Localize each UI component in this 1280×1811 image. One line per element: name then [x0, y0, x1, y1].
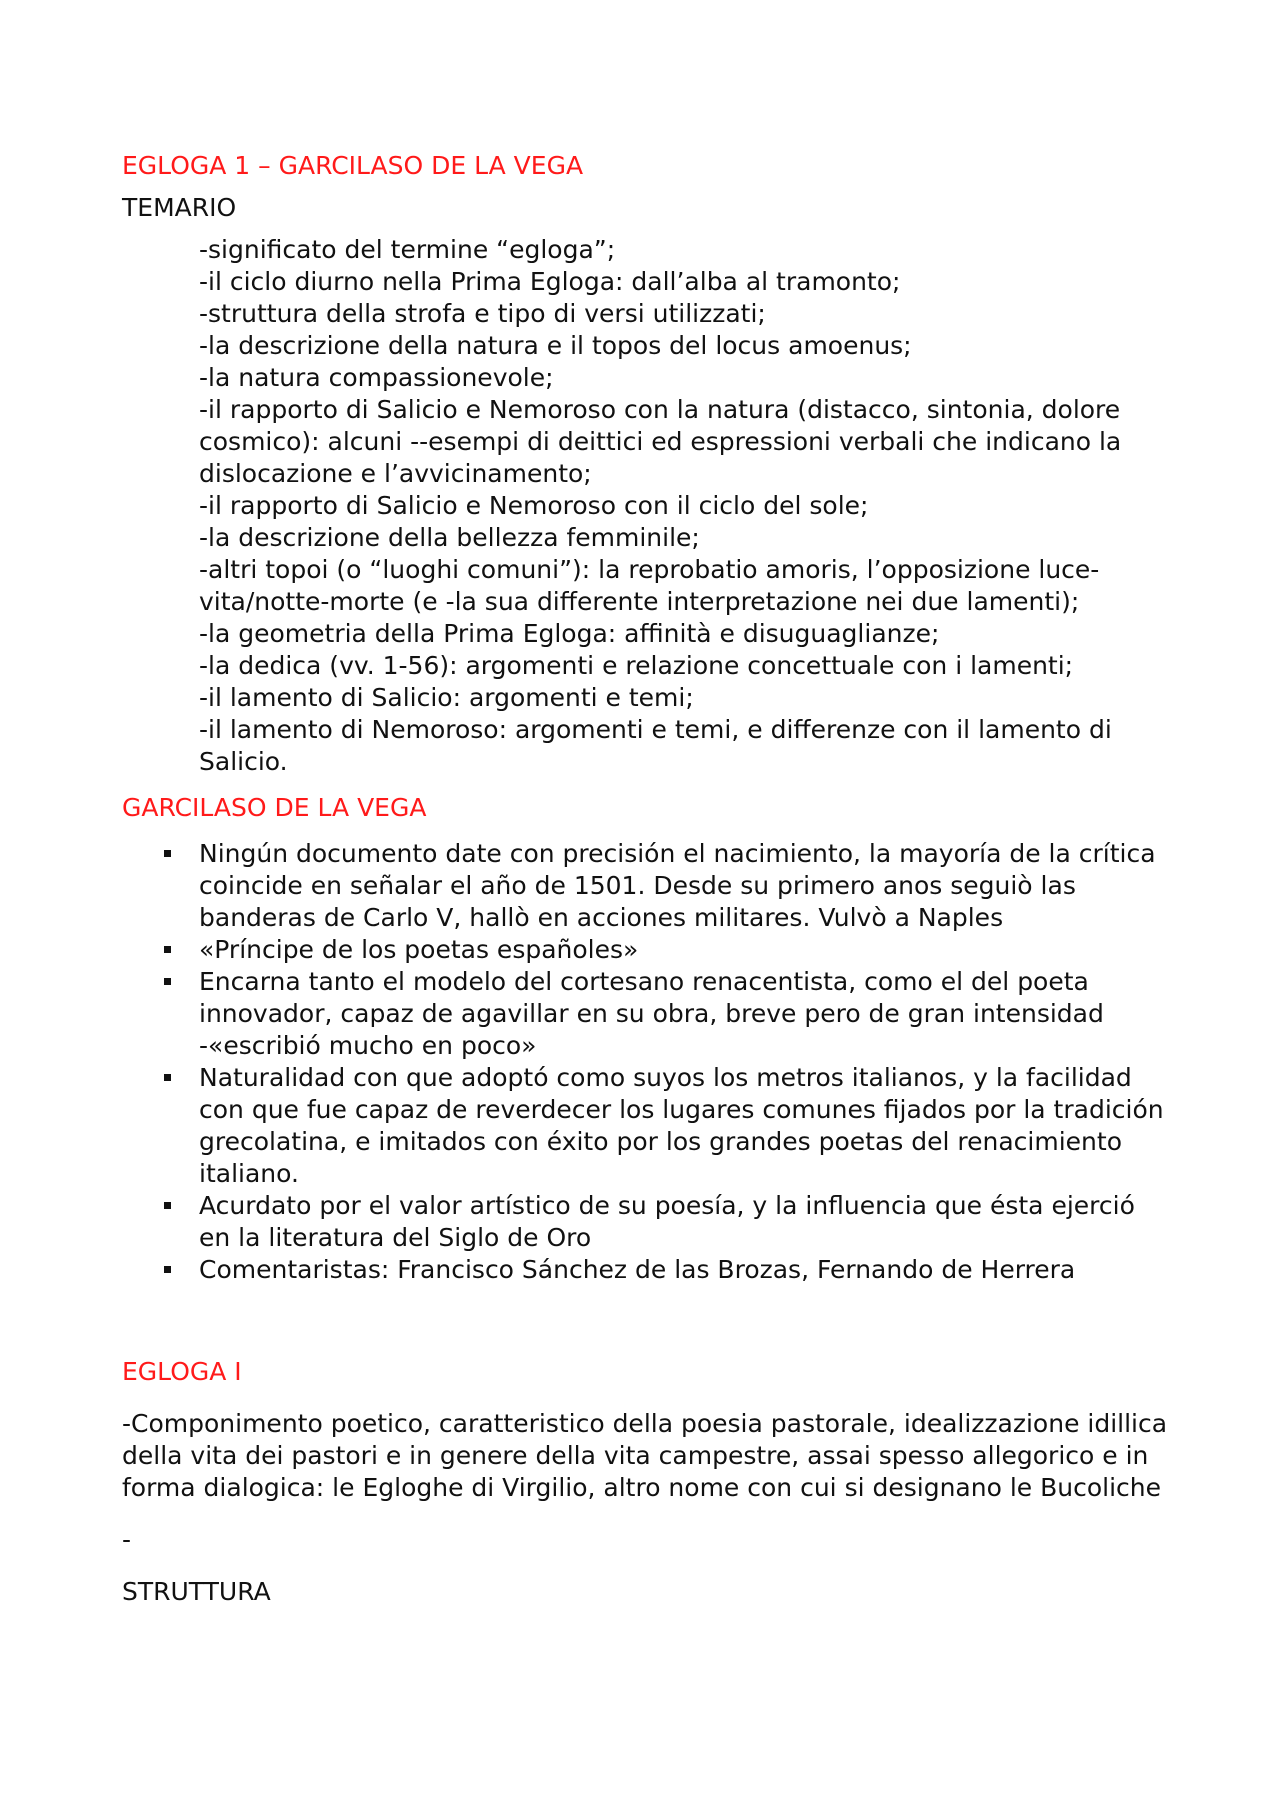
bullet-text: «Príncipe de los poetas españoles»	[199, 935, 639, 964]
temario-item: -altri topoi (o “luoghi comuni”): la reprobatio amoris, l’opposizione luce-vita/notte-morte (e -la sua differente interpretazione nei due lamenti);	[199, 555, 1100, 616]
bullet-text: Encarna tanto el modelo del cortesano renacentista, como el del poeta innovador, capaz de agavillar en su obra, breve pero de gran intensidad -«escribió mucho en poco»	[199, 967, 1104, 1060]
bullet-text: Comentaristas: Francisco Sánchez de las Brozas, Fernando de Herrera	[199, 1255, 1076, 1284]
square-bullet-icon	[164, 1266, 171, 1273]
bullet-text: Acurdato por el valor artístico de su poesía, y la influencia que ésta ejerció en la literatura del Siglo de Oro	[199, 1191, 1135, 1252]
temario-item: -il lamento di Salicio: argomenti e temi;	[199, 683, 694, 712]
temario-item: -il ciclo diurno nella Prima Egloga: dall’alba al tramonto;	[199, 267, 901, 296]
bullet-item	[199, 1190, 1172, 1254]
temario-item: -la natura compassionevole;	[199, 363, 554, 392]
document-title: EGLOGA 1 – GARCILASO DE LA VEGA	[122, 151, 584, 180]
garcilaso-bullet-list	[122, 838, 1172, 1286]
temario-heading: TEMARIO	[122, 193, 237, 222]
egloga-dash: -	[122, 1525, 132, 1554]
temario-item: -il rapporto di Salicio e Nemoroso con il ciclo del sole;	[199, 491, 869, 520]
square-bullet-icon	[164, 946, 171, 953]
temario-item: -significato del termine “egloga”;	[199, 235, 616, 264]
temario-item: -la geometria della Prima Egloga: affinità e disuguaglianze;	[199, 619, 940, 648]
temario-item: -il rapporto di Salicio e Nemoroso con la natura (distacco, sintonia, dolore cosmico): alcuni --esempi di deittici ed espressioni verbali che indicano la dislocazione e l’avvicinamento;	[199, 395, 1122, 488]
temario-item: -la dedica (vv. 1-56): argomenti e relazione concettuale con i lamenti;	[199, 651, 1074, 680]
bullet-item	[199, 1254, 1172, 1286]
square-bullet-icon	[164, 850, 171, 857]
temario-item: -la descrizione della natura e il topos del locus amoenus;	[199, 331, 912, 360]
egloga-paragraph: -Componimento poetico, caratteristico della poesia pastorale, idealizzazione idillica della vita dei pastori e in genere della vita campestre, assai spesso allegorico e in forma dialogica: le Egloghe di Virgilio, altro nome con cui si designano le Bucoliche	[122, 1409, 1168, 1502]
egloga-heading: EGLOGA I	[122, 1357, 242, 1386]
struttura-heading: STRUTTURA	[122, 1577, 271, 1606]
square-bullet-icon	[164, 1074, 171, 1081]
temario-item: -la descrizione della bellezza femminile;	[199, 523, 700, 552]
bullet-item	[199, 934, 1172, 966]
bullet-item	[199, 1062, 1172, 1190]
bullet-item	[199, 838, 1172, 934]
document-page	[122, 150, 1172, 1608]
bullet-text: Ningún documento date con precisión el nacimiento, la mayoría de la crítica coincide en señalar el año de 1501. Desde su primero anos seguiò las banderas de Carlo V, hallò en acciones militares. Vulvò a Naples	[199, 839, 1156, 932]
temario-item: -il lamento di Nemoroso: argomenti e temi, e differenze con il lamento di Salicio.	[199, 715, 1112, 776]
bullet-item	[199, 966, 1172, 1062]
garcilaso-heading: GARCILASO DE LA VEGA	[122, 793, 427, 822]
square-bullet-icon	[164, 978, 171, 985]
temario-list	[122, 234, 1172, 778]
temario-item: -struttura della strofa e tipo di versi utilizzati;	[199, 299, 766, 328]
square-bullet-icon	[164, 1202, 171, 1209]
bullet-text: Naturalidad con que adoptó como suyos los metros italianos, y la facilidad con que fue capaz de reverdecer los lugares comunes fijados por la tradición grecolatina, e imitados con éxito por los grandes poetas del renacimiento italiano.	[199, 1063, 1164, 1188]
